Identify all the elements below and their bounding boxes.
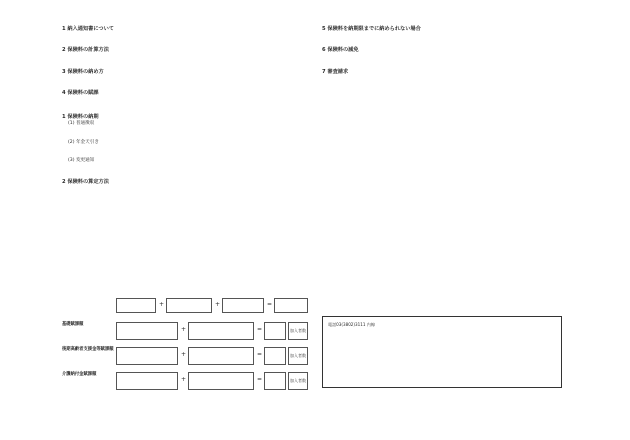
section-4-body <box>71 97 302 109</box>
formula-box <box>166 298 212 313</box>
appeal-date-line <box>331 88 570 100</box>
formula-box <box>116 347 178 365</box>
left-column <box>62 26 302 198</box>
section-2-body <box>71 55 302 67</box>
inquiry-box <box>322 316 562 388</box>
formula-box <box>188 347 254 365</box>
payment-body-3 <box>71 165 302 177</box>
section-5-title: 5 保険料を納期限までに納められない場合 <box>322 26 421 32</box>
formula-row-basic <box>62 321 312 343</box>
formula-box <box>188 372 254 390</box>
formula-box: 加入者数 <box>288 347 308 365</box>
calc-method-title: 2 保険料の算定方法 <box>62 178 109 185</box>
calc-method-body <box>71 186 302 198</box>
payment-sub-2: (2) 年金天引き <box>68 139 99 145</box>
formula-operator: = <box>257 326 263 333</box>
formula-box <box>222 298 264 313</box>
section-1-body <box>71 33 302 45</box>
section-4-title: 4 保険料の賦課 <box>62 89 99 96</box>
payment-body-1 <box>71 128 302 140</box>
formula-operator: + <box>181 351 187 358</box>
formula-operator: = <box>257 376 263 383</box>
right-column <box>322 26 570 105</box>
formula-box <box>116 322 178 340</box>
formula-label-basic: 基礎賦課額 <box>62 322 84 327</box>
formula-box: 加入者数 <box>288 322 308 340</box>
inquiry-contact: 電話03(3802)3111 内線 <box>328 322 375 327</box>
section-3-title: 3 保険料の納め方 <box>62 68 104 75</box>
formula-row-nursing <box>62 371 312 393</box>
formula-box: 加入者数 <box>288 372 308 390</box>
section-2-title: 2 保険料の計算方法 <box>62 47 109 54</box>
formula-row-total <box>62 296 312 318</box>
section-7-title: 7 審査請求 <box>322 68 349 75</box>
payment-deadline-title: 1 保険料の納期 <box>62 114 99 121</box>
section-5-body <box>331 33 570 45</box>
formula-box <box>264 322 286 340</box>
formula-box <box>264 372 286 390</box>
section-7-body <box>331 76 570 88</box>
formula-box <box>116 372 178 390</box>
section-1-title: 1 納入通知書について <box>62 26 114 32</box>
formula-box <box>188 322 254 340</box>
formula-box <box>116 298 156 313</box>
formula-operator: = <box>267 301 273 308</box>
formula-operator: = <box>257 351 263 358</box>
formula-operator: + <box>181 326 187 333</box>
formula-row-support <box>62 346 312 368</box>
section-6-title: 6 保険料の減免 <box>322 47 359 54</box>
formula-operator: + <box>159 301 165 308</box>
section-6-body <box>331 55 570 67</box>
formula-box <box>274 298 308 313</box>
formula-area <box>62 296 312 396</box>
payment-body-2 <box>71 146 302 158</box>
formula-box <box>264 347 286 365</box>
payment-sub-1: (1) 普通徴収 <box>68 121 95 127</box>
payment-sub-3: (3) 変更通知 <box>68 158 95 164</box>
section-3-body <box>71 76 302 88</box>
formula-label-support: 後期高齢者支援金等賦課額 <box>62 347 114 352</box>
formula-operator: + <box>215 301 221 308</box>
formula-operator: + <box>181 376 187 383</box>
formula-label-nursing: 介護納付金賦課額 <box>62 372 97 377</box>
